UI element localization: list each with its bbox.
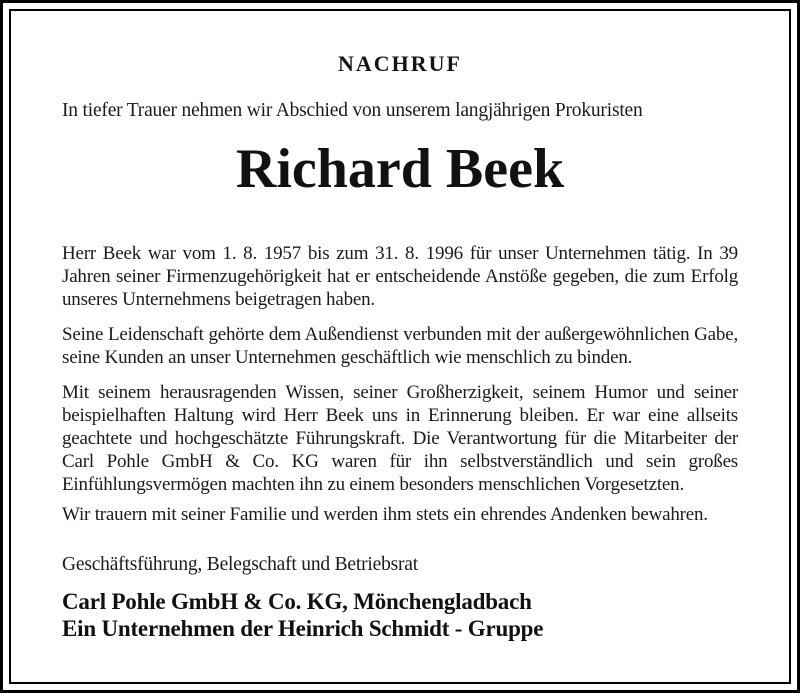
kicker-title: NACHRUF bbox=[338, 51, 462, 76]
body-paragraph-character: Mit seinem herausragenden Wissen, seiner Großherzigkeit, seinem Humor und seiner beispielhaften Haltung wird Herr Beek uns in Erinnerung bleiben. Er war eine allseits geachtete und hochgeschätzte Führungskraft. Die Verantwortung für die Mitarbeiter der Carl Pohle GmbH & Co. KG waren für ihn selbstverständlich und sein großes Einfühlungsvermögen machten ihn zu einem besonders menschlichen Vorgesetzten. bbox=[62, 382, 738, 495]
body-paragraph-tenure: Herr Beek war vom 1. 8. 1957 bis zum 31. 8. 1996 für unser Unternehmen tätig. In 39 Jahren seiner Firmenzugehörigkeit hat er entscheidende Anstöße gegeben, die zum Erfolg unseres Unternehmens beigetragen haben. bbox=[62, 243, 738, 310]
company-group-line: Ein Unternehmen der Heinrich Schmidt - Gruppe bbox=[62, 616, 544, 641]
intro-line: In tiefer Trauer nehmen wir Abschied von unserem langjährigen Prokuristen bbox=[62, 100, 643, 121]
company-name-line: Carl Pohle GmbH & Co. KG, Mönchengladbach bbox=[62, 589, 532, 614]
deceased-name-heading: Richard Beek bbox=[235, 138, 565, 200]
obituary-content bbox=[62, 13, 738, 680]
signoff-line: Geschäftsführung, Belegschaft und Betriebsrat bbox=[62, 554, 418, 575]
body-paragraph-mourning: Wir trauern mit seiner Familie und werden ihm stets ein ehrendes Andenken bewahren. bbox=[62, 504, 708, 525]
body-paragraph-passion: Seine Leidenschaft gehörte dem Außendienst verbunden mit der außergewöhnlichen Gabe, seine Kunden an unser Unternehmen geschäftlich wie menschlich zu binden. bbox=[62, 324, 738, 368]
